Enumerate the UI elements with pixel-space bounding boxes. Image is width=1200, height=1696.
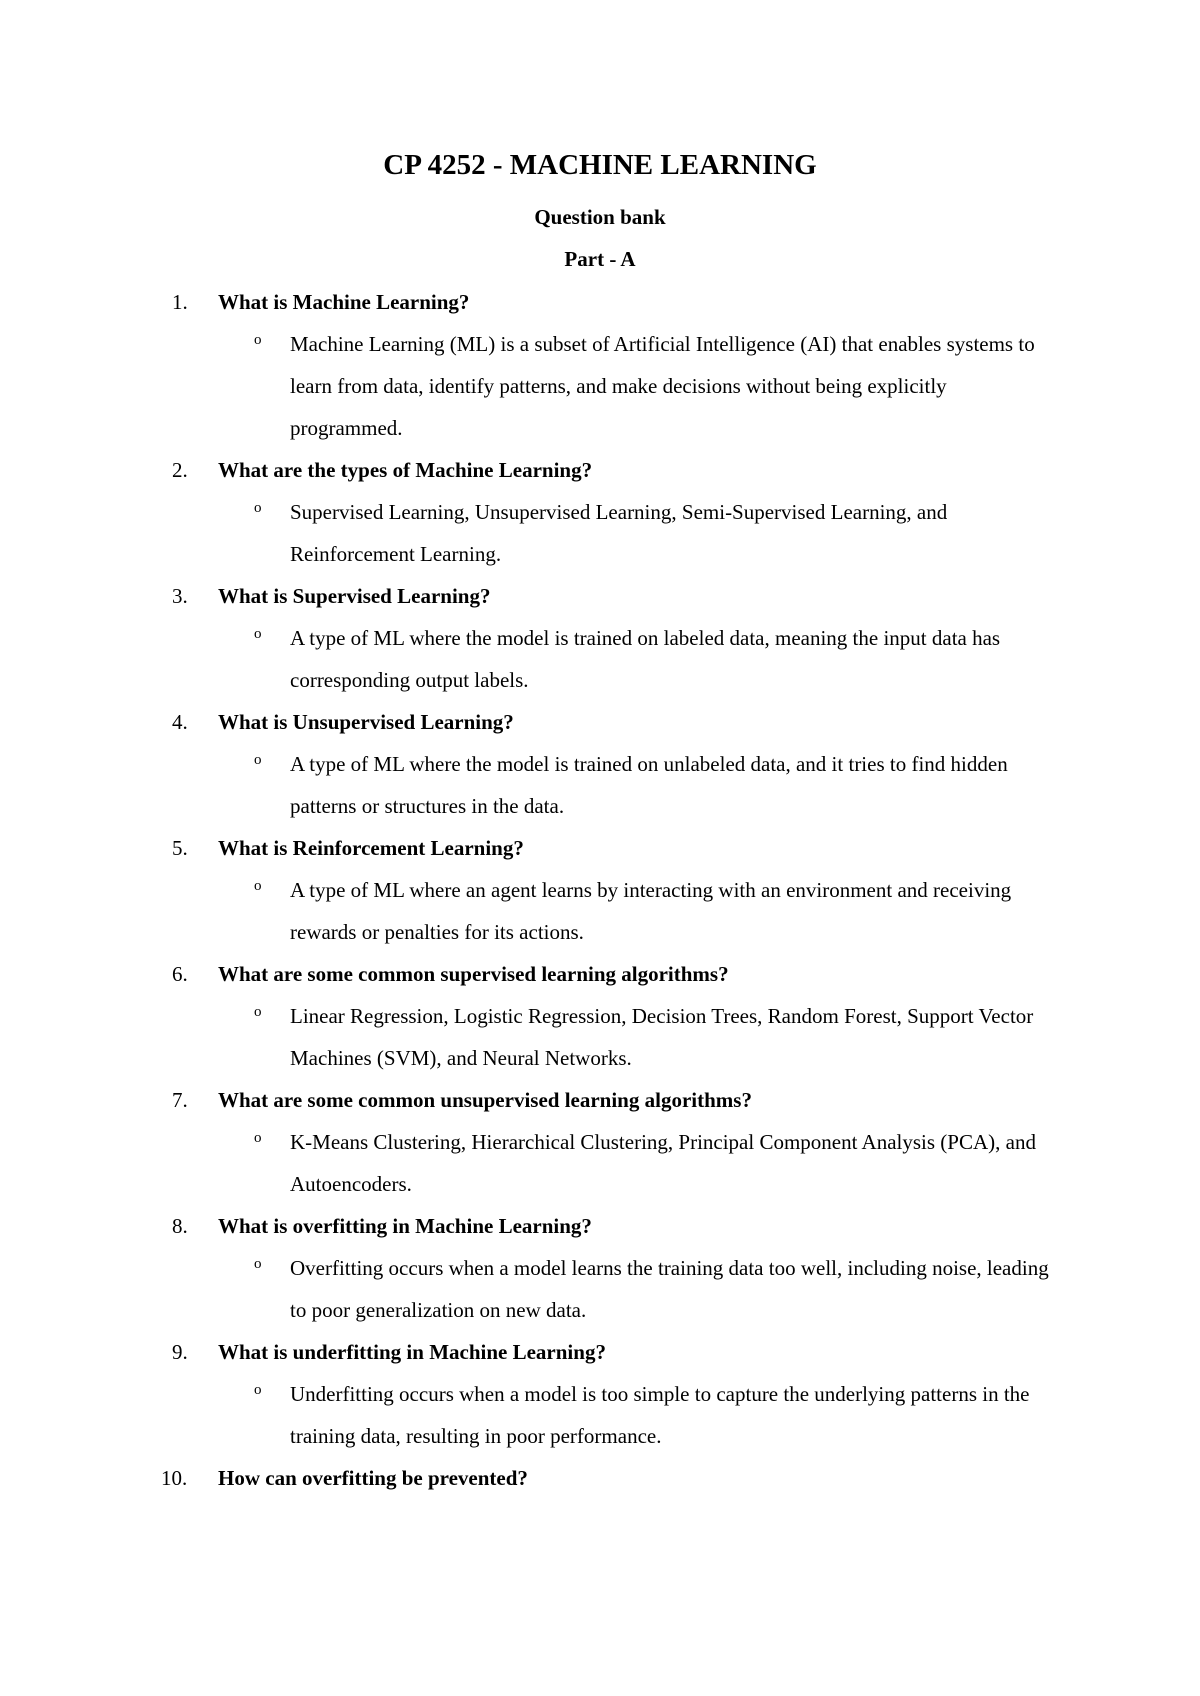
question-text: What is Machine Learning?	[218, 290, 470, 314]
answer-text: A type of ML where the model is trained on labeled data, meaning the input data has corresponding output labels.	[290, 626, 1001, 692]
answer-row	[0, 485, 1200, 575]
answer-text: A type of ML where the model is trained on unlabeled data, and it tries to find hidden patterns or structures in the data.	[290, 752, 1008, 818]
question-number: 8.	[172, 1214, 188, 1238]
question-row	[0, 1457, 1200, 1499]
bullet-icon: o	[254, 1256, 262, 1272]
question-text: What is Unsupervised Learning?	[218, 710, 514, 734]
question-item	[0, 701, 1200, 827]
answer-text: Machine Learning (ML) is a subset of Artificial Intelligence (AI) that enables systems to learn from data, identify patterns, and make decisions without being explicitly programmed.	[290, 332, 1035, 440]
question-number: 5.	[172, 836, 188, 860]
document-part-heading: Part - A	[564, 247, 636, 271]
question-item	[0, 1457, 1200, 1499]
question-number: 9.	[172, 1340, 188, 1364]
bullet-icon: o	[254, 1382, 262, 1398]
bullet-icon: o	[254, 500, 262, 516]
question-number: 7.	[172, 1088, 188, 1112]
question-text: What is overfitting in Machine Learning?	[218, 1214, 592, 1238]
question-text: What are some common supervised learning algorithms?	[218, 962, 729, 986]
answer-text: K-Means Clustering, Hierarchical Clustering, Principal Component Analysis (PCA), and Autoencoders.	[290, 1130, 1036, 1196]
question-text: What are some common unsupervised learning algorithms?	[218, 1088, 752, 1112]
question-text: What are the types of Machine Learning?	[218, 458, 593, 482]
answer-row	[0, 317, 1200, 449]
answer-text: Supervised Learning, Unsupervised Learning, Semi-Supervised Learning, and Reinforcement Learning.	[290, 500, 948, 566]
question-item	[0, 1079, 1200, 1205]
question-number: 4.	[172, 710, 188, 734]
answer-row	[0, 737, 1200, 827]
question-item	[0, 953, 1200, 1079]
answer-text: Overfitting occurs when a model learns the training data too well, including noise, leading to poor generalization on new data.	[290, 1256, 1049, 1322]
bullet-icon: o	[254, 1130, 262, 1146]
question-item	[0, 575, 1200, 701]
question-number: 1.	[172, 290, 188, 314]
document-subtitle: Question bank	[534, 205, 666, 229]
bullet-icon: o	[254, 332, 262, 348]
answer-row	[0, 611, 1200, 701]
answer-row	[0, 989, 1200, 1079]
question-number: 3.	[172, 584, 188, 608]
question-item	[0, 281, 1200, 449]
answer-text: A type of ML where an agent learns by interacting with an environment and receiving rewards or penalties for its actions.	[290, 878, 1012, 944]
question-text: What is Supervised Learning?	[218, 584, 491, 608]
answer-row	[0, 1367, 1200, 1457]
question-item	[0, 449, 1200, 575]
question-number: 6.	[172, 962, 188, 986]
question-text: How can overfitting be prevented?	[218, 1466, 528, 1490]
question-item	[0, 1205, 1200, 1331]
bullet-icon: o	[254, 626, 262, 642]
question-number: 10.	[161, 1466, 188, 1490]
bullet-icon: o	[254, 1004, 262, 1020]
question-list	[0, 281, 1200, 1499]
answer-text: Linear Regression, Logistic Regression, Decision Trees, Random Forest, Support Vector Machines (SVM), and Neural Networks.	[290, 1004, 1034, 1070]
bullet-icon: o	[254, 878, 262, 894]
question-text: What is Reinforcement Learning?	[218, 836, 524, 860]
question-number: 2.	[172, 458, 188, 482]
document-title: CP 4252 - MACHINE LEARNING	[383, 149, 817, 181]
answer-text: Underfitting occurs when a model is too simple to capture the underlying patterns in the training data, resulting in poor performance.	[290, 1382, 1030, 1448]
answer-row	[0, 863, 1200, 953]
bullet-icon: o	[254, 752, 262, 768]
answer-row	[0, 1115, 1200, 1205]
question-text: What is underfitting in Machine Learning?	[218, 1340, 606, 1364]
question-item	[0, 1331, 1200, 1457]
question-item	[0, 827, 1200, 953]
answer-row	[0, 1241, 1200, 1331]
